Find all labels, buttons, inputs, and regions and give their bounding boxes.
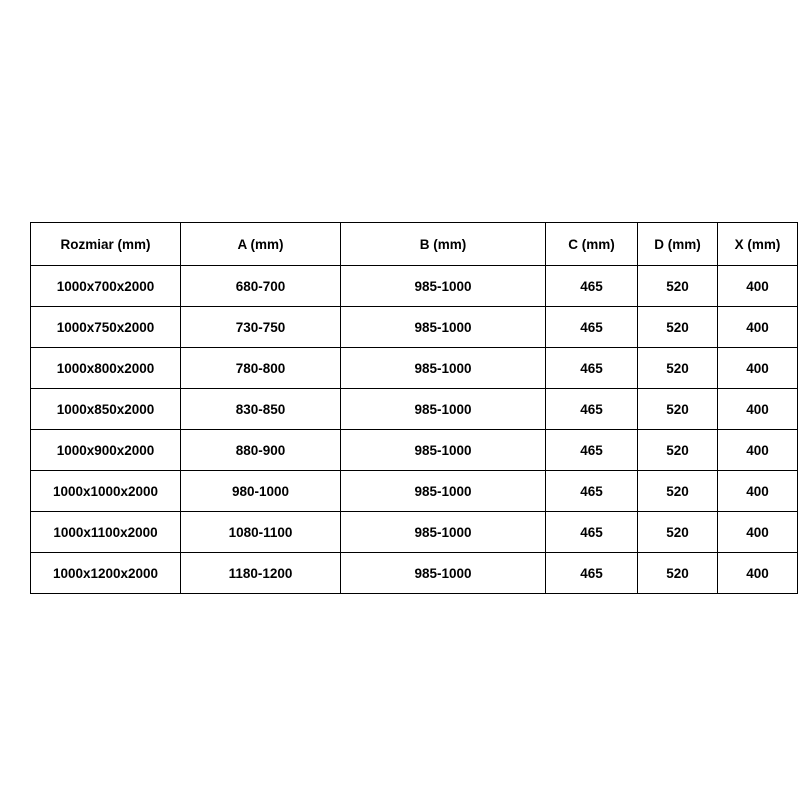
cell-c: 465 bbox=[546, 512, 638, 553]
cell-d: 520 bbox=[638, 471, 718, 512]
cell-d: 520 bbox=[638, 266, 718, 307]
cell-b: 985-1000 bbox=[341, 307, 546, 348]
cell-b: 985-1000 bbox=[341, 553, 546, 594]
cell-a: 980-1000 bbox=[181, 471, 341, 512]
cell-a: 780-800 bbox=[181, 348, 341, 389]
column-header-c: C (mm) bbox=[546, 223, 638, 266]
cell-x: 400 bbox=[718, 512, 798, 553]
table-body bbox=[31, 266, 798, 594]
cell-d: 520 bbox=[638, 553, 718, 594]
cell-c: 465 bbox=[546, 307, 638, 348]
spec-table-container bbox=[30, 222, 781, 594]
table-row bbox=[31, 512, 798, 553]
cell-b: 985-1000 bbox=[341, 430, 546, 471]
cell-size: 1000x850x2000 bbox=[31, 389, 181, 430]
table-row bbox=[31, 430, 798, 471]
cell-a: 680-700 bbox=[181, 266, 341, 307]
cell-size: 1000x900x2000 bbox=[31, 430, 181, 471]
cell-d: 520 bbox=[638, 430, 718, 471]
cell-c: 465 bbox=[546, 471, 638, 512]
cell-a: 1180-1200 bbox=[181, 553, 341, 594]
cell-a: 1080-1100 bbox=[181, 512, 341, 553]
column-header-size: Rozmiar (mm) bbox=[31, 223, 181, 266]
cell-b: 985-1000 bbox=[341, 471, 546, 512]
cell-x: 400 bbox=[718, 348, 798, 389]
table-row bbox=[31, 266, 798, 307]
cell-size: 1000x750x2000 bbox=[31, 307, 181, 348]
cell-c: 465 bbox=[546, 430, 638, 471]
cell-x: 400 bbox=[718, 266, 798, 307]
cell-c: 465 bbox=[546, 553, 638, 594]
table-row bbox=[31, 553, 798, 594]
dimensions-table bbox=[30, 222, 798, 594]
cell-c: 465 bbox=[546, 389, 638, 430]
column-header-d: D (mm) bbox=[638, 223, 718, 266]
cell-c: 465 bbox=[546, 348, 638, 389]
cell-a: 830-850 bbox=[181, 389, 341, 430]
cell-size: 1000x700x2000 bbox=[31, 266, 181, 307]
table-header bbox=[31, 223, 798, 266]
table-row bbox=[31, 471, 798, 512]
cell-size: 1000x1000x2000 bbox=[31, 471, 181, 512]
cell-x: 400 bbox=[718, 430, 798, 471]
cell-x: 400 bbox=[718, 307, 798, 348]
table-row bbox=[31, 307, 798, 348]
table-header-row bbox=[31, 223, 798, 266]
cell-x: 400 bbox=[718, 471, 798, 512]
cell-d: 520 bbox=[638, 389, 718, 430]
cell-b: 985-1000 bbox=[341, 266, 546, 307]
cell-d: 520 bbox=[638, 512, 718, 553]
column-header-b: B (mm) bbox=[341, 223, 546, 266]
table-row bbox=[31, 389, 798, 430]
column-header-a: A (mm) bbox=[181, 223, 341, 266]
cell-size: 1000x1100x2000 bbox=[31, 512, 181, 553]
cell-a: 730-750 bbox=[181, 307, 341, 348]
cell-d: 520 bbox=[638, 307, 718, 348]
cell-x: 400 bbox=[718, 389, 798, 430]
table-row bbox=[31, 348, 798, 389]
cell-b: 985-1000 bbox=[341, 348, 546, 389]
column-header-x: X (mm) bbox=[718, 223, 798, 266]
cell-size: 1000x1200x2000 bbox=[31, 553, 181, 594]
cell-b: 985-1000 bbox=[341, 389, 546, 430]
cell-b: 985-1000 bbox=[341, 512, 546, 553]
cell-size: 1000x800x2000 bbox=[31, 348, 181, 389]
cell-c: 465 bbox=[546, 266, 638, 307]
cell-d: 520 bbox=[638, 348, 718, 389]
cell-a: 880-900 bbox=[181, 430, 341, 471]
cell-x: 400 bbox=[718, 553, 798, 594]
